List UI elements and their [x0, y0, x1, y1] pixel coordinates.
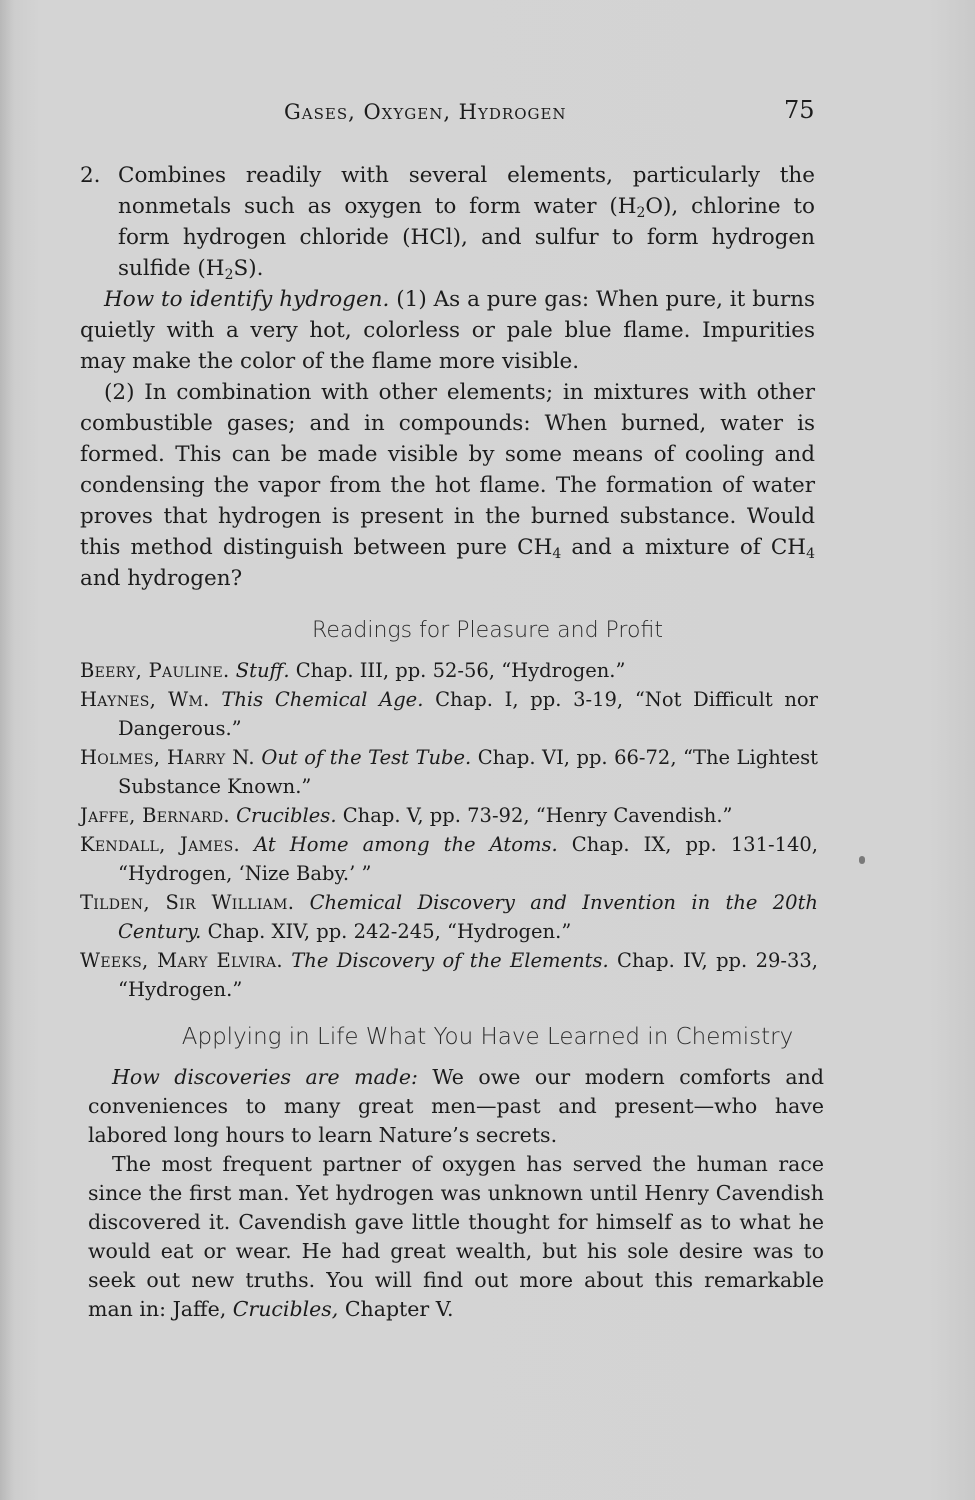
reading-title: This Chemical Age.: [221, 688, 424, 711]
ink-speck: [859, 856, 865, 864]
text-run: and hydrogen?: [80, 566, 243, 591]
reading-title: Stuff.: [235, 659, 290, 682]
identify-lead: How to identify hydrogen.: [104, 287, 390, 312]
identify-section: [80, 284, 815, 594]
applying-section: [88, 1063, 824, 1324]
text-run: O), chlorine to form hydrogen chloride (HCl), and sulfur to form hydrogen sulfide (H: [118, 194, 815, 281]
text-run: S).: [233, 256, 264, 281]
reading-details: Chap. VI, pp. 66-72, “The Lightest Substance Known.”: [118, 746, 818, 798]
subscript: 4: [552, 546, 562, 562]
list-item-number: 2.: [80, 163, 101, 188]
reading-entry: [80, 743, 818, 801]
reading-author: Haynes, Wm.: [80, 688, 210, 711]
reading-entry: [80, 801, 818, 830]
reading-details: Chap. III, pp. 52-56, “Hydrogen.”: [289, 659, 626, 682]
book-title: Crucibles,: [232, 1297, 339, 1321]
reading-entry: [80, 685, 818, 743]
reading-details: Chap. I, pp. 3-19, “Not Difficult nor Dangerous.”: [118, 688, 818, 740]
reading-author: Kendall, James.: [80, 833, 241, 856]
reading-author: Beery, Pauline.: [80, 659, 230, 682]
reading-title: At Home among the Atoms.: [254, 833, 558, 856]
list-item-2: [80, 160, 815, 284]
reading-title: The Discovery of the Elements.: [291, 949, 609, 972]
subscript: 2: [636, 205, 646, 221]
page-number: 75: [784, 96, 815, 124]
reading-details: Chap. IX, pp. 131-140, “Hydrogen, ‘Nize Baby.’ ”: [118, 833, 818, 885]
readings-list: [80, 656, 818, 1004]
subscript: 2: [224, 267, 234, 283]
reading-author: Jaffe, Bernard.: [80, 804, 230, 827]
text-run: (2) In combination with other elements; in mixtures with other combustible gases; and in compounds: When burned, water is formed. This can be made visible by some means of cooling and condensing the vapor from the hot flame. The formation of water proves that hydrogen is present in the burned substance. Would this method distinguish between pure CH: [80, 380, 815, 560]
reading-title: Crucibles.: [236, 804, 337, 827]
subscript: 4: [806, 546, 815, 562]
reading-details: Chap. IV, pp. 29-33, “Hydrogen.”: [118, 949, 818, 1001]
text-run: Chapter V.: [338, 1297, 454, 1321]
reading-title: Out of the Test Tube.: [261, 746, 472, 769]
page-header: [0, 96, 975, 136]
reading-author: Weeks, Mary Elvira.: [80, 949, 283, 972]
applying-paragraph-2: [88, 1150, 824, 1324]
applying-heading: Applying in Life What You Have Learned in Chemistry: [181, 1024, 794, 1050]
text-run: Combines readily with several elements, particularly the nonmetals such as oxygen to form water (H: [118, 163, 815, 219]
text-run: We owe our modern comforts and conveniences to many great men—past and present—who have labored long hours to learn Nature’s secrets.: [88, 1065, 824, 1147]
list-item-text: [118, 160, 815, 284]
text-run: and a mixture of CH: [561, 535, 807, 560]
applying-paragraph-1: [88, 1063, 824, 1150]
reading-entry: [80, 888, 818, 946]
identify-paragraph-2: [80, 377, 815, 594]
reading-details: Chap. XIV, pp. 242-245, “Hydrogen.”: [201, 920, 572, 943]
identify-paragraph-1: [80, 284, 815, 377]
reading-entry: [80, 946, 818, 1004]
reading-author: Tilden, Sir William.: [80, 891, 295, 914]
reading-details: Chap. V, pp. 73-92, “Henry Cavendish.”: [336, 804, 733, 827]
text-run: (1) As a pure gas: When pure, it burns quietly with a very hot, colorless or pale blue flame. Impurities may make the color of the flame more visible.: [80, 287, 815, 374]
running-head: Gases, Oxygen, Hydrogen: [284, 100, 567, 124]
text-run: The most frequent partner of oxygen has served the human race since the first man. Yet hydrogen was unknown until Henry Cavendish discovered it. Cavendish gave little thought for himself as to what he would eat or wear. He had great wealth, but his sole desire was to seek out new truths. You will find out more about this remarkable man in: Jaffe,: [88, 1152, 824, 1321]
applying-lead: How discoveries are made:: [112, 1065, 418, 1089]
readings-heading: Readings for Pleasure and Profit: [312, 618, 663, 643]
reading-author: Holmes, Harry N.: [80, 746, 255, 769]
reading-entry: [80, 656, 818, 685]
reading-entry: [80, 830, 818, 888]
reading-title: Chemical Discovery and Invention in the 20th Century.: [118, 891, 818, 943]
